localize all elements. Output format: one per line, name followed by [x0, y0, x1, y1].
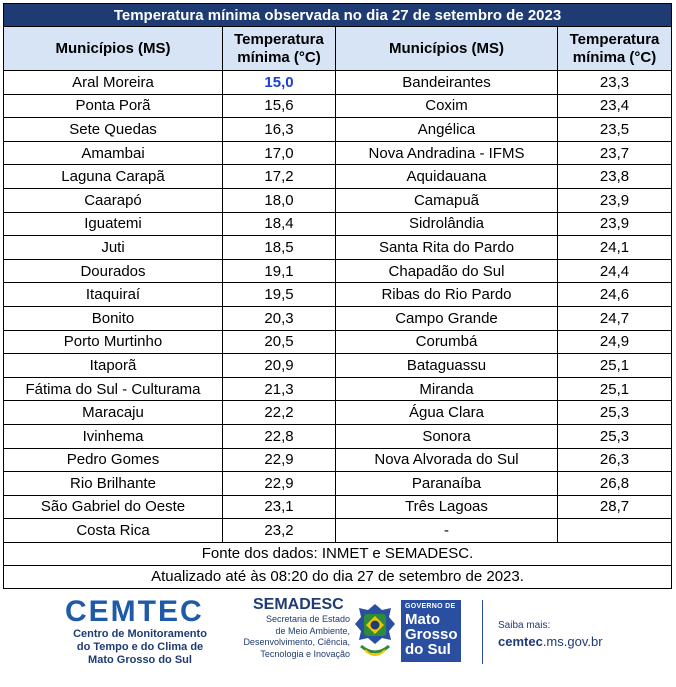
table-row	[4, 377, 672, 401]
municipality-cell: -	[336, 519, 558, 543]
cemtec-line3: Mato Grosso do Sul	[88, 654, 192, 666]
temperature-cell: 22,9	[223, 448, 336, 472]
temperature-cell: 23,9	[558, 212, 672, 236]
municipality-cell: Bataguassu	[336, 354, 558, 378]
table-row	[4, 354, 672, 378]
temperature-cell: 20,9	[223, 354, 336, 378]
table-row	[4, 424, 672, 448]
temperature-cell: 24,9	[558, 330, 672, 354]
municipality-cell: Bonito	[4, 306, 223, 330]
municipality-cell: São Gabriel do Oeste	[4, 495, 223, 519]
table-row	[4, 141, 672, 165]
table-row	[4, 448, 672, 472]
temperature-cell: 23,5	[558, 118, 672, 142]
table-row	[4, 519, 672, 543]
municipality-cell: Água Clara	[336, 401, 558, 425]
header-municipios-right: Municípios (MS)	[336, 27, 558, 71]
municipality-cell: Paranaíba	[336, 472, 558, 496]
municipality-cell: Aquidauana	[336, 165, 558, 189]
temperature-cell: 24,1	[558, 236, 672, 260]
temperature-cell: 26,3	[558, 448, 672, 472]
temperature-cell: 16,3	[223, 118, 336, 142]
municipality-cell: Nova Andradina - IFMS	[336, 141, 558, 165]
municipality-cell: Rio Brilhante	[4, 472, 223, 496]
temperature-cell	[558, 519, 672, 543]
temperature-cell: 18,0	[223, 188, 336, 212]
table-row	[4, 71, 672, 95]
temperature-cell: 22,2	[223, 401, 336, 425]
header-municipios-left: Municípios (MS)	[4, 27, 223, 71]
table-row	[4, 495, 672, 519]
semadesc-line2: de Meio Ambiente,	[275, 625, 350, 636]
temperature-cell: 15,6	[223, 94, 336, 118]
municipality-cell: Miranda	[336, 377, 558, 401]
header-temp-line1: Temperatura	[569, 30, 660, 48]
table-row	[4, 212, 672, 236]
table-row	[4, 330, 672, 354]
temperature-cell: 23,9	[558, 188, 672, 212]
temperature-cell: 23,2	[223, 519, 336, 543]
temperature-cell: 23,8	[558, 165, 672, 189]
table-row	[4, 401, 672, 425]
temperature-cell: 24,4	[558, 259, 672, 283]
municipality-cell: Porto Murtinho	[4, 330, 223, 354]
table-row	[4, 259, 672, 283]
header-temp-left	[223, 27, 336, 71]
state-crest-icon	[351, 600, 399, 662]
temperature-cell: 22,9	[223, 472, 336, 496]
temperature-cell: 23,1	[223, 495, 336, 519]
temperature-cell: 26,8	[558, 472, 672, 496]
logo-divider	[482, 600, 483, 664]
gov-line1: Mato	[405, 611, 440, 628]
municipality-cell: Costa Rica	[4, 519, 223, 543]
temperature-cell: 25,1	[558, 354, 672, 378]
temperature-cell: 20,3	[223, 306, 336, 330]
municipality-cell: Ponta Porã	[4, 94, 223, 118]
municipality-cell: Pedro Gomes	[4, 448, 223, 472]
municipality-cell: Amambai	[4, 141, 223, 165]
table-row	[4, 236, 672, 260]
municipality-cell: Itaporã	[4, 354, 223, 378]
header-temp-line2: mínima (°C)	[572, 48, 657, 66]
semadesc-line1: Secretaria de Estado	[265, 614, 350, 624]
temperature-cell: 25,3	[558, 424, 672, 448]
table-row	[4, 188, 672, 212]
municipality-cell: Chapadão do Sul	[336, 259, 558, 283]
municipality-cell: Sonora	[336, 424, 558, 448]
temperature-cell: 19,1	[223, 259, 336, 283]
semadesc-logo: SEMADESC	[253, 596, 344, 613]
municipality-cell: Santa Rita do Pardo	[336, 236, 558, 260]
municipality-cell: Corumbá	[336, 330, 558, 354]
municipality-cell: Itaquiraí	[4, 283, 223, 307]
table-row	[4, 472, 672, 496]
temperature-cell: 23,7	[558, 141, 672, 165]
temperature-cell: 25,1	[558, 377, 672, 401]
municipality-cell: Juti	[4, 236, 223, 260]
temperature-cell: 15,0	[223, 71, 336, 95]
temperature-cell: 22,8	[223, 424, 336, 448]
municipality-cell: Camapuã	[336, 188, 558, 212]
semadesc-line4: Tecnologia e Inovação	[260, 648, 350, 659]
table-row	[4, 118, 672, 142]
website-domain-bold: cemtec	[498, 634, 543, 649]
temperature-cell: 25,3	[558, 401, 672, 425]
temperature-cell: 24,6	[558, 283, 672, 307]
gov-label: GOVERNO DE	[405, 603, 456, 610]
municipality-cell: Laguna Carapã	[4, 165, 223, 189]
temperature-cell: 20,5	[223, 330, 336, 354]
table-title: Temperatura mínima observada no dia 27 de setembro de 2023	[4, 4, 672, 27]
temperature-cell: 21,3	[223, 377, 336, 401]
municipality-cell: Campo Grande	[336, 306, 558, 330]
municipality-cell: Dourados	[4, 259, 223, 283]
municipality-cell: Fátima do Sul - Culturama	[4, 377, 223, 401]
municipality-cell: Coxim	[336, 94, 558, 118]
municipality-cell: Sete Quedas	[4, 118, 223, 142]
table-row	[4, 306, 672, 330]
header-temp-line2: mínima (°C)	[237, 48, 321, 66]
cemtec-line1: Centro de Monitoramento	[73, 628, 207, 640]
updated-note: Atualizado até às 08:20 do dia 27 de setembro de 2023.	[4, 565, 672, 588]
semadesc-subtitle	[240, 614, 350, 660]
municipality-cell: Caarapó	[4, 188, 223, 212]
temperature-cell: 23,3	[558, 71, 672, 95]
saiba-mais-label: Saiba mais:	[498, 620, 551, 631]
municipality-cell: Nova Alvorada do Sul	[336, 448, 558, 472]
municipality-cell: Bandeirantes	[336, 71, 558, 95]
gov-line2: Grosso	[405, 626, 458, 643]
municipality-cell: Angélica	[336, 118, 558, 142]
temperature-table	[3, 3, 672, 589]
municipality-cell: Iguatemi	[4, 212, 223, 236]
table-row	[4, 94, 672, 118]
header-temp-right	[558, 27, 672, 71]
temperature-cell: 23,4	[558, 94, 672, 118]
municipality-cell: Maracaju	[4, 401, 223, 425]
data-source-note: Fonte dos dados: INMET e SEMADESC.	[4, 542, 672, 565]
temperature-cell: 28,7	[558, 495, 672, 519]
table-body	[4, 71, 672, 543]
temperature-cell: 17,0	[223, 141, 336, 165]
temperature-cell: 18,5	[223, 236, 336, 260]
municipality-cell: Ivinhema	[4, 424, 223, 448]
municipality-cell: Ribas do Rio Pardo	[336, 283, 558, 307]
gov-state-name	[405, 612, 458, 657]
cemtec-subtitle	[65, 628, 215, 667]
temperature-report	[3, 3, 671, 589]
government-logo	[401, 600, 461, 662]
temperature-cell: 18,4	[223, 212, 336, 236]
municipality-cell: Três Lagoas	[336, 495, 558, 519]
table-row	[4, 165, 672, 189]
municipality-cell: Aral Moreira	[4, 71, 223, 95]
website-domain-rest: .ms.gov.br	[542, 634, 603, 649]
temperature-cell: 24,7	[558, 306, 672, 330]
website-link[interactable]	[498, 634, 603, 649]
cemtec-logo: CEMTEC	[65, 595, 204, 628]
header-temp-line1: Temperatura	[234, 30, 324, 48]
temperature-cell: 17,2	[223, 165, 336, 189]
cemtec-line2: do Tempo e do Clima de	[76, 641, 204, 653]
temperature-cell: 19,5	[223, 283, 336, 307]
municipality-cell: Sidrolândia	[336, 212, 558, 236]
logo-bar	[3, 592, 671, 682]
gov-line3: do Sul	[405, 641, 451, 658]
table-row	[4, 283, 672, 307]
semadesc-line3: Desenvolvimento, Ciência,	[243, 637, 350, 647]
